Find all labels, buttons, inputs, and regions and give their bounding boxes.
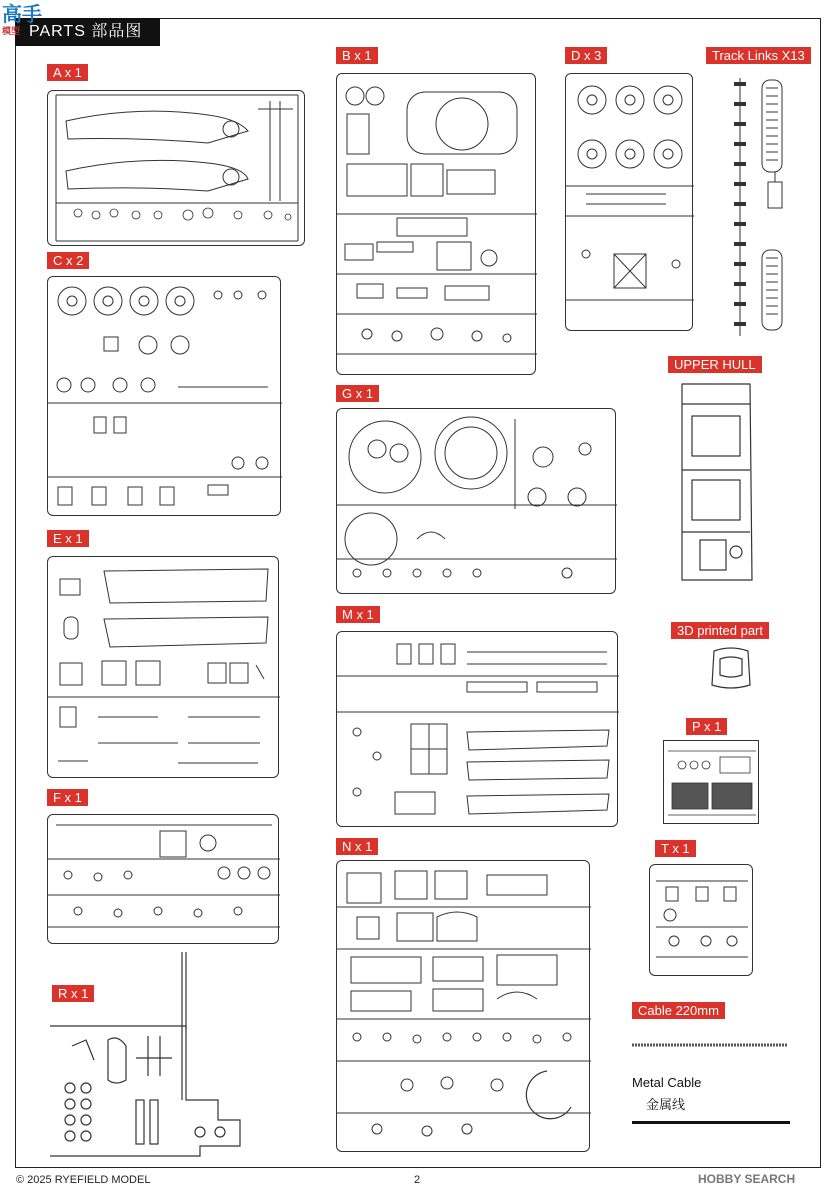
printed-part-drawing	[706, 645, 756, 693]
upper-hull	[672, 380, 760, 590]
sprue-a	[47, 90, 305, 246]
track-links-label: Track Links X13	[706, 47, 811, 64]
sprue-r-label: R x 1	[52, 985, 94, 1002]
sprue-d-drawing	[566, 74, 694, 332]
sprue-g	[336, 408, 616, 594]
sprue-p-label: P x 1	[686, 718, 727, 735]
track-links-drawing	[728, 74, 820, 340]
sprue-e-label: E x 1	[47, 530, 89, 547]
cable-drawing	[632, 1034, 788, 1038]
sprue-m-label: M x 1	[336, 606, 380, 623]
metal-cable-label-zh: 金属线	[646, 1097, 686, 1112]
site-logo: 高手 模型	[2, 4, 42, 36]
sprue-t-drawing	[650, 865, 754, 977]
page-number: 2	[414, 1174, 421, 1186]
sprue-n-label: N x 1	[336, 838, 378, 855]
sprue-e-drawing	[48, 557, 280, 779]
sprue-b	[336, 73, 536, 375]
sprue-p-drawing	[664, 741, 760, 825]
sprue-m	[336, 631, 618, 827]
upper-hull-label: UPPER HULL	[668, 356, 762, 373]
sprue-d-label: D x 3	[565, 47, 607, 64]
sprue-c-drawing	[48, 277, 282, 517]
sprue-g-drawing	[337, 409, 617, 595]
sprue-e	[47, 556, 279, 778]
metal-cable-label: Metal Cable	[632, 1075, 702, 1090]
printed-part-label: 3D printed part	[671, 622, 769, 639]
sprue-c-label: C x 2	[47, 252, 89, 269]
sprue-n	[336, 860, 590, 1152]
copyright-text: © 2025 RYEFIELD MODEL	[16, 1174, 151, 1186]
sprue-p	[663, 740, 759, 824]
sprue-f-drawing	[48, 815, 280, 945]
sprue-n-drawing	[337, 861, 591, 1153]
sprue-c	[47, 276, 281, 516]
sprue-f-label: F x 1	[47, 789, 88, 806]
cable-label: Cable 220mm	[632, 1002, 725, 1019]
sprue-m-drawing	[337, 632, 619, 828]
track-links	[728, 74, 820, 340]
sprue-d	[565, 73, 693, 331]
metal-cable-line	[632, 1121, 790, 1124]
sprue-b-drawing	[337, 74, 537, 376]
page-title: PARTS 部品图	[15, 18, 160, 46]
sprue-t-label: T x 1	[655, 840, 696, 857]
sprue-t	[649, 864, 753, 976]
sprue-f	[47, 814, 279, 944]
sprue-r	[50, 950, 246, 1160]
printed-part	[706, 645, 756, 693]
upper-hull-drawing	[672, 380, 760, 590]
sprue-a-drawing	[48, 91, 306, 247]
sprue-g-label: G x 1	[336, 385, 379, 402]
sprue-b-label: B x 1	[336, 47, 378, 64]
sprue-a-label: A x 1	[47, 64, 88, 81]
watermark: HOBBY SEARCH	[698, 1172, 796, 1186]
sprue-r-drawing	[50, 950, 246, 1160]
